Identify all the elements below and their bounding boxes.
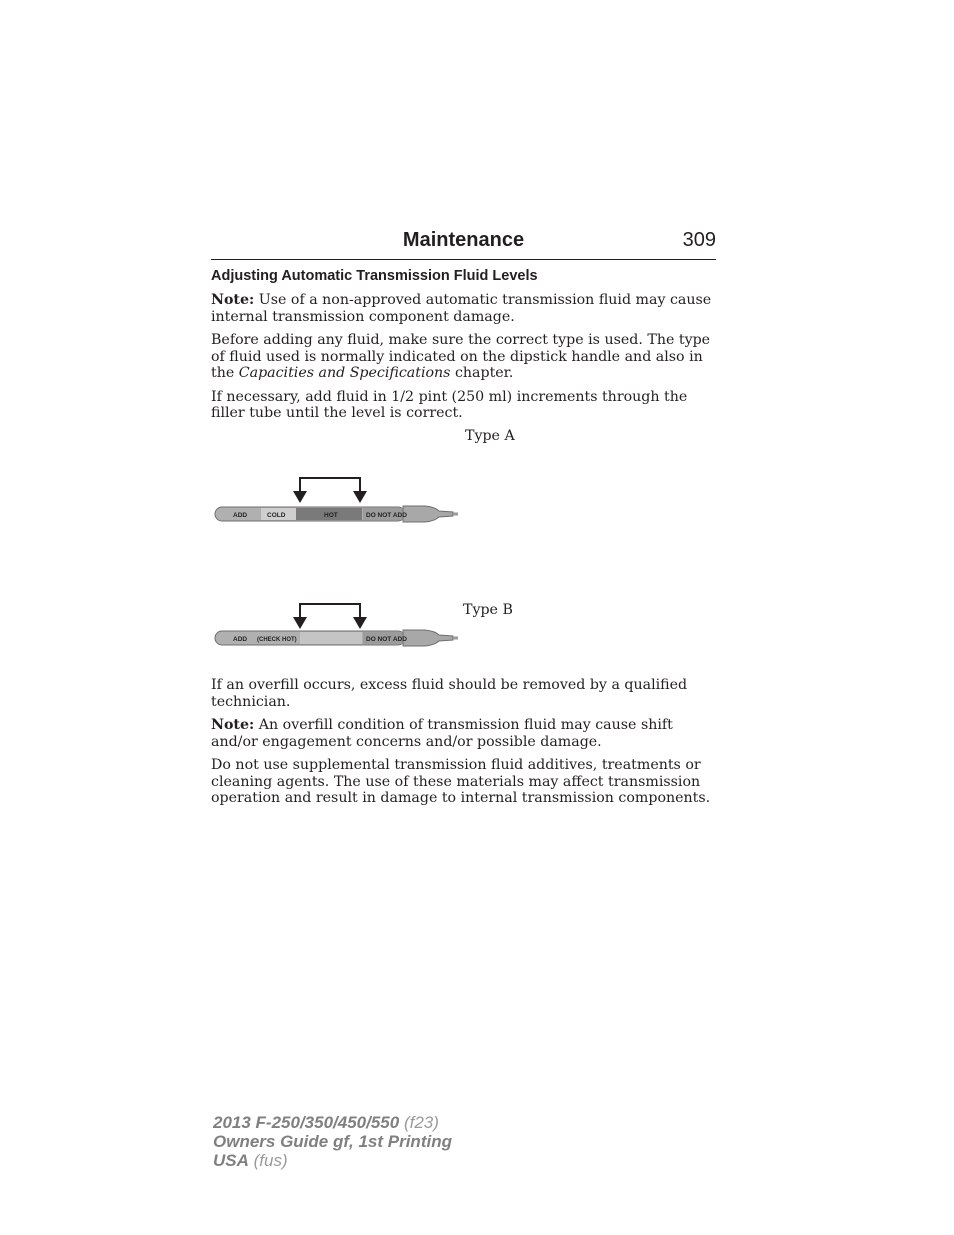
paragraph-additives: Do not use supplemental transmission fluid additives, treatments or cleaning agents. The use of these materials may affect transmission operation and result in damage to internal transmission components. — [211, 757, 711, 806]
marking-add: ADD — [233, 512, 248, 519]
marking-check-hot: (CHECK HOT) — [257, 637, 297, 643]
figure-label-type-b: Type B — [463, 602, 513, 618]
marking-do-not-add: DO NOT ADD — [366, 512, 407, 519]
marking-add: ADD — [233, 636, 248, 643]
paragraph-text-end: chapter. — [450, 365, 514, 381]
note-paragraph-1 — [211, 292, 716, 325]
note-label: Note: — [211, 717, 255, 733]
arrow-down-icon — [293, 617, 307, 629]
footer-model: 2013 F-250/350/450/550 — [213, 1113, 400, 1132]
note-text: An overfill condition of transmission fluid may cause shift and/or engagement concerns and/or possible damage. — [211, 717, 673, 750]
paragraph-fluid-type — [211, 332, 716, 382]
page-header — [211, 229, 716, 260]
note-text: Use of a non-approved automatic transmission fluid may cause internal transmission component damage. — [211, 292, 712, 325]
paragraph-add-fluid: If necessary, add fluid in 1/2 pint (250 ml) increments through the filler tube until the level is correct. — [211, 388, 688, 421]
overfill-text — [211, 677, 716, 807]
footer-market: USA — [213, 1151, 249, 1170]
arrow-down-icon — [353, 617, 367, 629]
arrow-down-icon — [293, 491, 307, 503]
dipstick-handle — [403, 630, 453, 646]
dipstick-type-a-illustration — [213, 475, 458, 527]
footer-printing: Owners Guide gf, 1st Printing — [213, 1132, 452, 1151]
footer-model-code: (f23) — [399, 1113, 439, 1132]
paragraph-text: Before adding any fluid, make sure the correct type is used. The type of fluid used is normally indicated on the dipstick handle and also in the — [211, 332, 711, 381]
marking-do-not-add: DO NOT ADD — [366, 636, 407, 643]
footer-line-1 — [213, 1113, 452, 1132]
chapter-reference: Capacities and Specifications — [238, 365, 451, 381]
page-title: Maintenance — [402, 229, 525, 251]
footer-line-2 — [213, 1132, 452, 1151]
note-label: Note: — [211, 292, 255, 308]
page-number: 309 — [682, 229, 716, 251]
footer-market-code: (fus) — [248, 1151, 288, 1170]
paragraph-overfill: If an overfill occurs, excess fluid should be removed by a qualified technician. — [211, 677, 688, 710]
dipstick-handle — [403, 506, 453, 522]
figure-label-type-a: Type A — [465, 428, 515, 444]
intro-text — [211, 292, 716, 422]
marking-cold: COLD — [267, 512, 286, 519]
dipstick-type-b-illustration — [213, 602, 458, 652]
marking-hot: HOT — [324, 512, 338, 519]
level-range-bracket — [300, 478, 360, 491]
note-paragraph-2 — [211, 717, 716, 750]
footer-line-3 — [213, 1151, 452, 1170]
page-footer — [213, 1113, 452, 1170]
section-heading: Adjusting Automatic Transmission Fluid Levels — [211, 268, 538, 284]
arrow-down-icon — [353, 491, 367, 503]
level-range-bracket — [300, 604, 360, 617]
check-hot-zone — [300, 632, 362, 644]
